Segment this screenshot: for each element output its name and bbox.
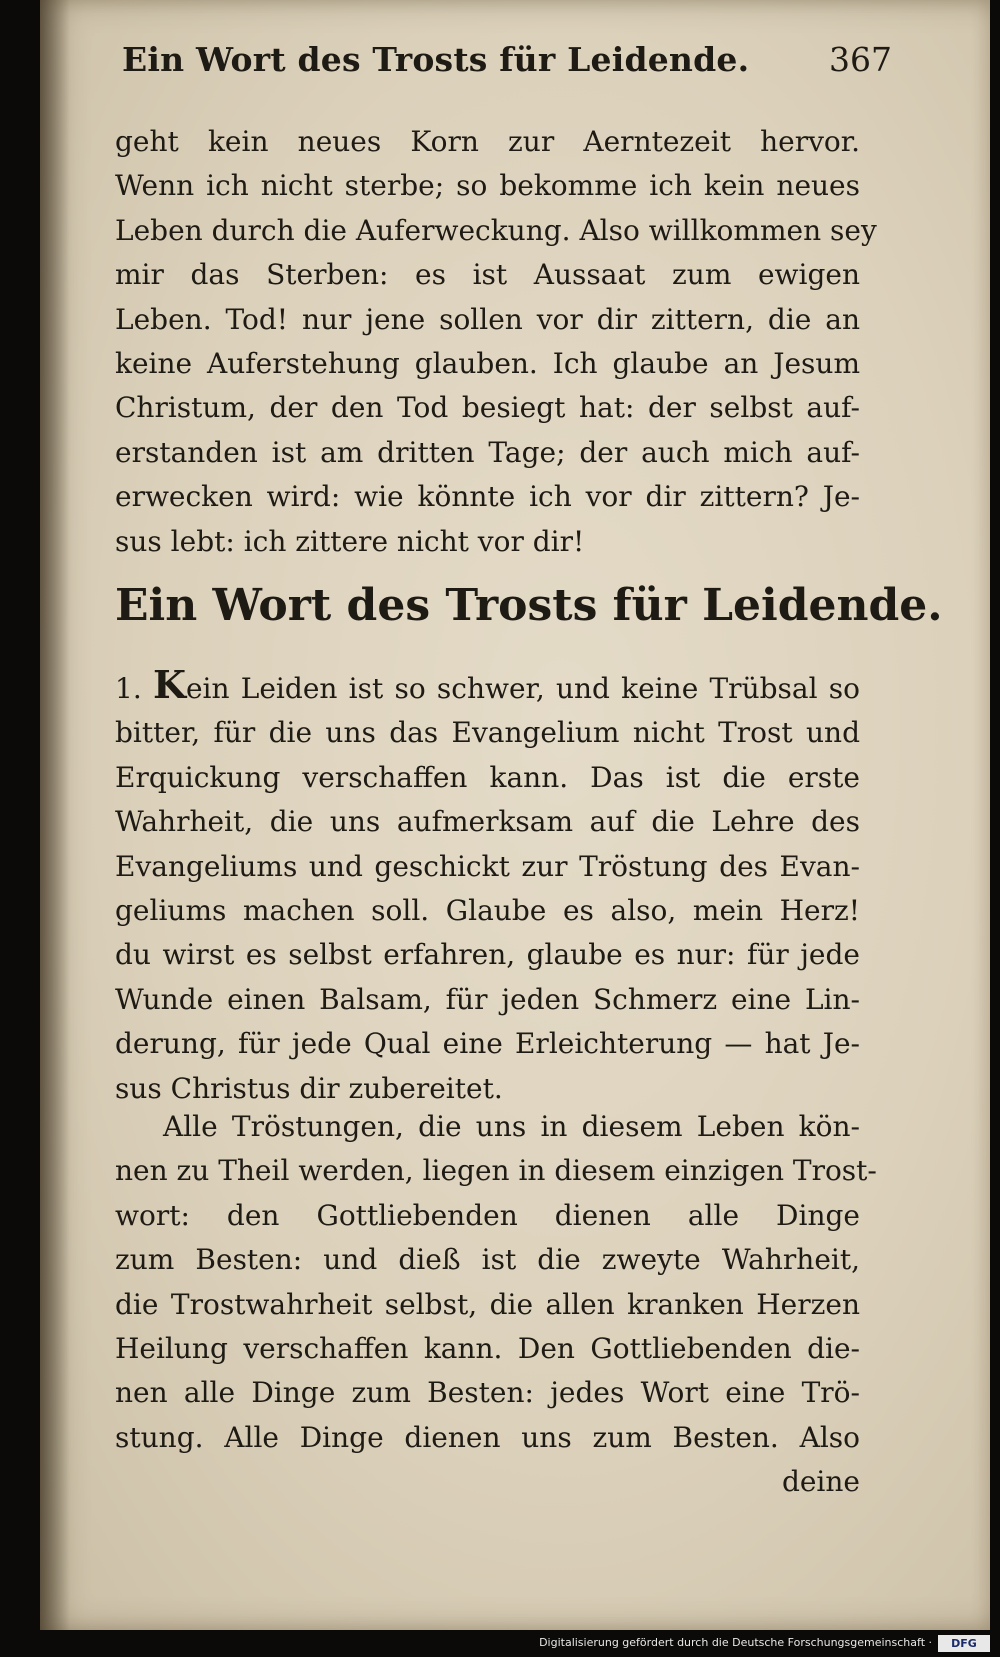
text-line: Alle Tröstungen, die uns in diesem Leben kön- xyxy=(163,1110,860,1143)
text-line: bitter, für die uns das Evangelium nicht Trost und xyxy=(115,716,860,750)
text-line: stung. Alle Dinge dienen uns zum Besten. Also xyxy=(115,1420,860,1454)
text-line: erstanden ist am dritten Tage; der auch mich auf- xyxy=(115,435,860,469)
text-line: nen zu Theil werden, liegen in diesem einzigen Trost- xyxy=(115,1154,877,1188)
paragraph-2 xyxy=(115,1105,877,1505)
text-line: sus Christus dir zubereitet. xyxy=(115,1071,503,1105)
text-line: derung, für jede Qual eine Erleichterung — hat Je- xyxy=(115,1027,860,1061)
text-line: wort: den Gottliebenden dienen alle Dinge xyxy=(115,1198,860,1232)
paragraph-number: 1. xyxy=(115,672,142,705)
text-line: Leben. Tod! nur jene sollen vor dir zittern, die an xyxy=(115,302,860,336)
text-line-first xyxy=(115,663,860,711)
text-line: geht kein neues Korn zur Aerntezeit hervor. xyxy=(115,125,860,158)
running-title: Ein Wort des Trosts für Leidende. xyxy=(122,40,750,79)
page-number: 367 xyxy=(829,40,892,79)
text-line: Heilung verschaffen kann. Den Gottliebenden die- xyxy=(115,1332,860,1366)
page-header xyxy=(122,40,892,79)
text-line: keine Auferstehung glauben. Ich glaube an Jesum xyxy=(115,347,860,381)
text-line: geliums machen soll. Glaube es also, mein Herz! xyxy=(115,894,860,928)
intro-paragraph xyxy=(115,120,877,564)
text-line: die Trostwahrheit selbst, die allen kranken Herzen xyxy=(115,1287,860,1321)
text-line: nen alle Dinge zum Besten: jedes Wort eine Trö- xyxy=(115,1376,860,1410)
text-line: Wahrheit, die uns aufmerksam auf die Lehre des xyxy=(115,805,860,839)
initial-letter: K xyxy=(152,662,186,707)
text-line: Wunde einen Balsam, für jeden Schmerz eine Lin- xyxy=(115,982,860,1016)
text-line: mir das Sterben: es ist Aussaat zum ewigen xyxy=(115,258,860,292)
text-line: Christum, der den Tod besiegt hat: der selbst auf- xyxy=(115,391,860,425)
paragraph-1 xyxy=(115,663,860,1111)
dfg-logo: DFG xyxy=(938,1635,990,1652)
text-line: sus lebt: ich zittere nicht vor dir! xyxy=(115,524,585,558)
text-line: zum Besten: und dieß ist die zweyte Wahrheit, xyxy=(115,1243,860,1277)
text-line: Leben durch die Auferweckung. Also willkommen sey xyxy=(115,213,877,247)
spine-shadow xyxy=(40,0,70,1630)
catchword: deine xyxy=(781,1465,860,1499)
digitization-footer xyxy=(0,1632,1000,1657)
footer-credit: Digitalisierung gefördert durch die Deutsche Forschungsgemeinschaft · xyxy=(539,1636,932,1649)
text-line: erwecken wird: wie könnte ich vor dir zittern? Je- xyxy=(115,480,860,514)
text-line: Wenn ich nicht sterbe; so bekomme ich kein neues xyxy=(115,169,860,203)
text-line: du wirst es selbst erfahren, glaube es nur: für jede xyxy=(115,938,860,972)
section-title: Ein Wort des Trosts für Leidende. xyxy=(115,580,943,631)
text-line: Erquickung verschaffen kann. Das ist die erste xyxy=(115,760,860,794)
text-line: ein Leiden ist so schwer, und keine Trübsal so xyxy=(185,672,860,705)
book-page xyxy=(40,0,990,1630)
text-line: Evangeliums und geschickt zur Tröstung des Evan- xyxy=(115,849,860,883)
